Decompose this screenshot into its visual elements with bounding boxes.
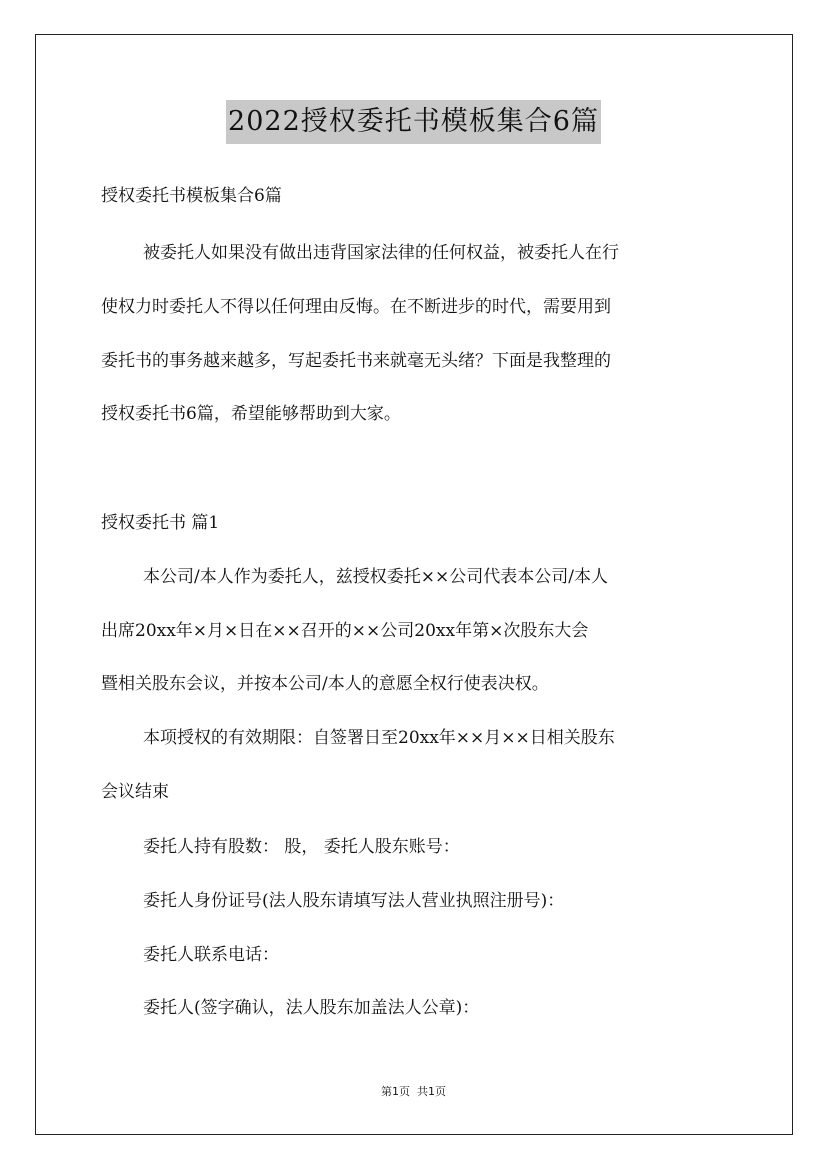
- intro-line-3: 委托书的事务越来越多，写起委托书来就毫无头绪？下面是我整理的: [101, 351, 611, 371]
- intro-line-1: 被委托人如果没有做出违背国家法律的任何权益，被委托人在行: [143, 243, 619, 263]
- section1-para2-line-2: 会议结束: [101, 782, 169, 802]
- section1-para2-line-1: 本项授权的有效期限：自签署日至20xx年××月××日相关股东: [143, 728, 615, 748]
- document-title: 2022授权委托书模板集合6篇: [226, 100, 601, 144]
- field-phone: 委托人联系电话：: [143, 945, 279, 965]
- section1-para1-line-3: 暨相关股东会议，并按本公司/本人的意愿全权行使表决权。: [101, 674, 549, 694]
- field-id-number: 委托人身份证号(法人股东请填写法人营业执照注册号)：: [143, 891, 565, 911]
- page-number: 第1页 共1页: [381, 1085, 446, 1098]
- field-shares-and-account: 委托人持有股数： 股， 委托人股东账号：: [143, 837, 460, 857]
- section1-para1-line-2: 出席20xx年×月×日在××召开的××公司20xx年第×次股东大会: [101, 621, 589, 641]
- intro-line-4: 授权委托书6篇，希望能够帮助到大家。: [101, 404, 401, 424]
- document-subtitle: 授权委托书模板集合6篇: [101, 186, 282, 206]
- intro-line-2: 使权力时委托人不得以任何理由反悔。在不断进步的时代，需要用到: [101, 297, 611, 317]
- section1-para1-line-1: 本公司/本人作为委托人，兹授权委托××公司代表本公司/本人: [143, 567, 608, 587]
- field-signature: 委托人(签字确认，法人股东加盖法人公章)：: [143, 998, 480, 1018]
- title-container: [0, 100, 827, 144]
- section1-heading: 授权委托书 篇1: [101, 513, 220, 533]
